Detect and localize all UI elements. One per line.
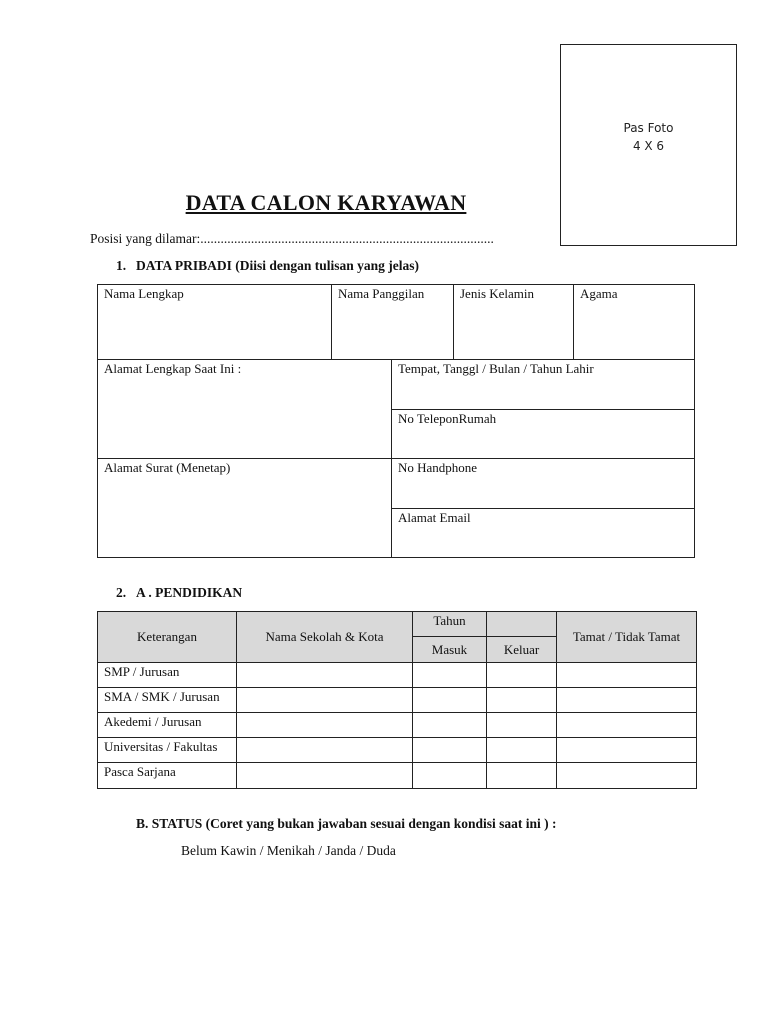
field-label: Nama Lengkap bbox=[104, 286, 184, 301]
table-row-label: Universitas / Fakultas bbox=[97, 737, 237, 763]
field-label: Jenis Kelamin bbox=[460, 286, 535, 301]
section-number: 1. bbox=[116, 258, 127, 273]
header-label: Tamat / Tidak Tamat bbox=[572, 629, 681, 644]
section-personal-data-heading bbox=[116, 258, 419, 274]
cell-nama-sekolah[interactable] bbox=[236, 662, 413, 688]
cell-nama-sekolah[interactable] bbox=[236, 712, 413, 738]
field-label: Agama bbox=[580, 286, 618, 301]
header-nama-sekolah bbox=[236, 611, 413, 663]
field-label: Alamat Email bbox=[398, 510, 471, 525]
field-alamat-surat[interactable] bbox=[97, 458, 392, 558]
page-title: DATA CALON KARYAWAN bbox=[185, 190, 467, 215]
header-label: Tahun bbox=[433, 613, 466, 628]
table-row-label: Pasca Sarjana bbox=[97, 762, 237, 789]
cell-tamat[interactable] bbox=[556, 712, 697, 738]
field-agama[interactable] bbox=[573, 284, 695, 360]
header-keluar bbox=[486, 636, 557, 663]
photo-label: Pas Foto bbox=[623, 121, 674, 135]
photo-size: 4 X 6 bbox=[632, 139, 665, 153]
cell-keluar[interactable] bbox=[486, 687, 557, 713]
cell-keluar[interactable] bbox=[486, 737, 557, 763]
field-alamat-saat-ini[interactable] bbox=[97, 359, 392, 459]
header-label: Keterangan bbox=[137, 629, 197, 644]
cell-tamat[interactable] bbox=[556, 662, 697, 688]
section-education-heading bbox=[116, 585, 242, 601]
field-label: Nama Panggilan bbox=[338, 286, 425, 301]
cell-keluar[interactable] bbox=[486, 662, 557, 688]
posisi-dots: ....................................................................................... bbox=[200, 231, 494, 246]
header-label: Masuk bbox=[431, 641, 468, 657]
field-jenis-kelamin[interactable] bbox=[453, 284, 574, 360]
header-keterangan bbox=[97, 611, 237, 663]
section-title: DATA PRIBADI (Diisi dengan tulisan yang jelas) bbox=[136, 258, 420, 273]
cell-nama-sekolah[interactable] bbox=[236, 762, 413, 789]
cell-keluar[interactable] bbox=[486, 712, 557, 738]
section-number: 2. bbox=[116, 585, 127, 600]
section-title: A . PENDIDIKAN bbox=[136, 585, 243, 600]
posisi-label: Posisi yang dilamar: bbox=[90, 231, 201, 246]
header-label: Keluar bbox=[503, 641, 540, 657]
cell-nama-sekolah[interactable] bbox=[236, 687, 413, 713]
cell-masuk[interactable] bbox=[412, 662, 487, 688]
field-telepon-rumah[interactable] bbox=[391, 409, 695, 459]
header-tamat bbox=[556, 611, 697, 663]
table-row-label: Akedemi / Jurusan bbox=[97, 712, 237, 738]
header-tahun bbox=[412, 611, 487, 637]
cell-keluar[interactable] bbox=[486, 762, 557, 789]
field-label: Alamat Surat (Menetap) bbox=[104, 460, 231, 475]
posisi-line bbox=[90, 231, 494, 247]
cell-tamat[interactable] bbox=[556, 762, 697, 789]
cell-masuk[interactable] bbox=[412, 762, 487, 789]
cell-masuk[interactable] bbox=[412, 737, 487, 763]
cell-nama-sekolah[interactable] bbox=[236, 737, 413, 763]
cell-tamat[interactable] bbox=[556, 737, 697, 763]
field-nama-panggilan[interactable] bbox=[331, 284, 454, 360]
header-tahun-blank bbox=[486, 611, 557, 637]
field-ttl[interactable] bbox=[391, 359, 695, 410]
table-row-label: SMA / SMK / Jurusan bbox=[97, 687, 237, 713]
header-masuk bbox=[412, 636, 487, 663]
section-status-heading: B. STATUS (Coret yang bukan jawaban sesuai dengan kondisi saat ini ) : bbox=[136, 816, 557, 831]
cell-masuk[interactable] bbox=[412, 712, 487, 738]
cell-masuk[interactable] bbox=[412, 687, 487, 713]
header-label: Nama Sekolah & Kota bbox=[265, 629, 384, 644]
field-label: Alamat Lengkap Saat Ini : bbox=[104, 361, 242, 376]
field-email[interactable] bbox=[391, 508, 695, 558]
cell-tamat[interactable] bbox=[556, 687, 697, 713]
field-label: No TeleponRumah bbox=[398, 411, 497, 426]
field-label: Tempat, Tanggl / Bulan / Tahun Lahir bbox=[398, 361, 594, 376]
field-handphone[interactable] bbox=[391, 458, 695, 509]
field-nama-lengkap[interactable] bbox=[97, 284, 332, 360]
table-row-label: SMP / Jurusan bbox=[97, 662, 237, 688]
field-label: No Handphone bbox=[398, 460, 478, 475]
status-options[interactable]: Belum Kawin / Menikah / Janda / Duda bbox=[181, 843, 396, 858]
